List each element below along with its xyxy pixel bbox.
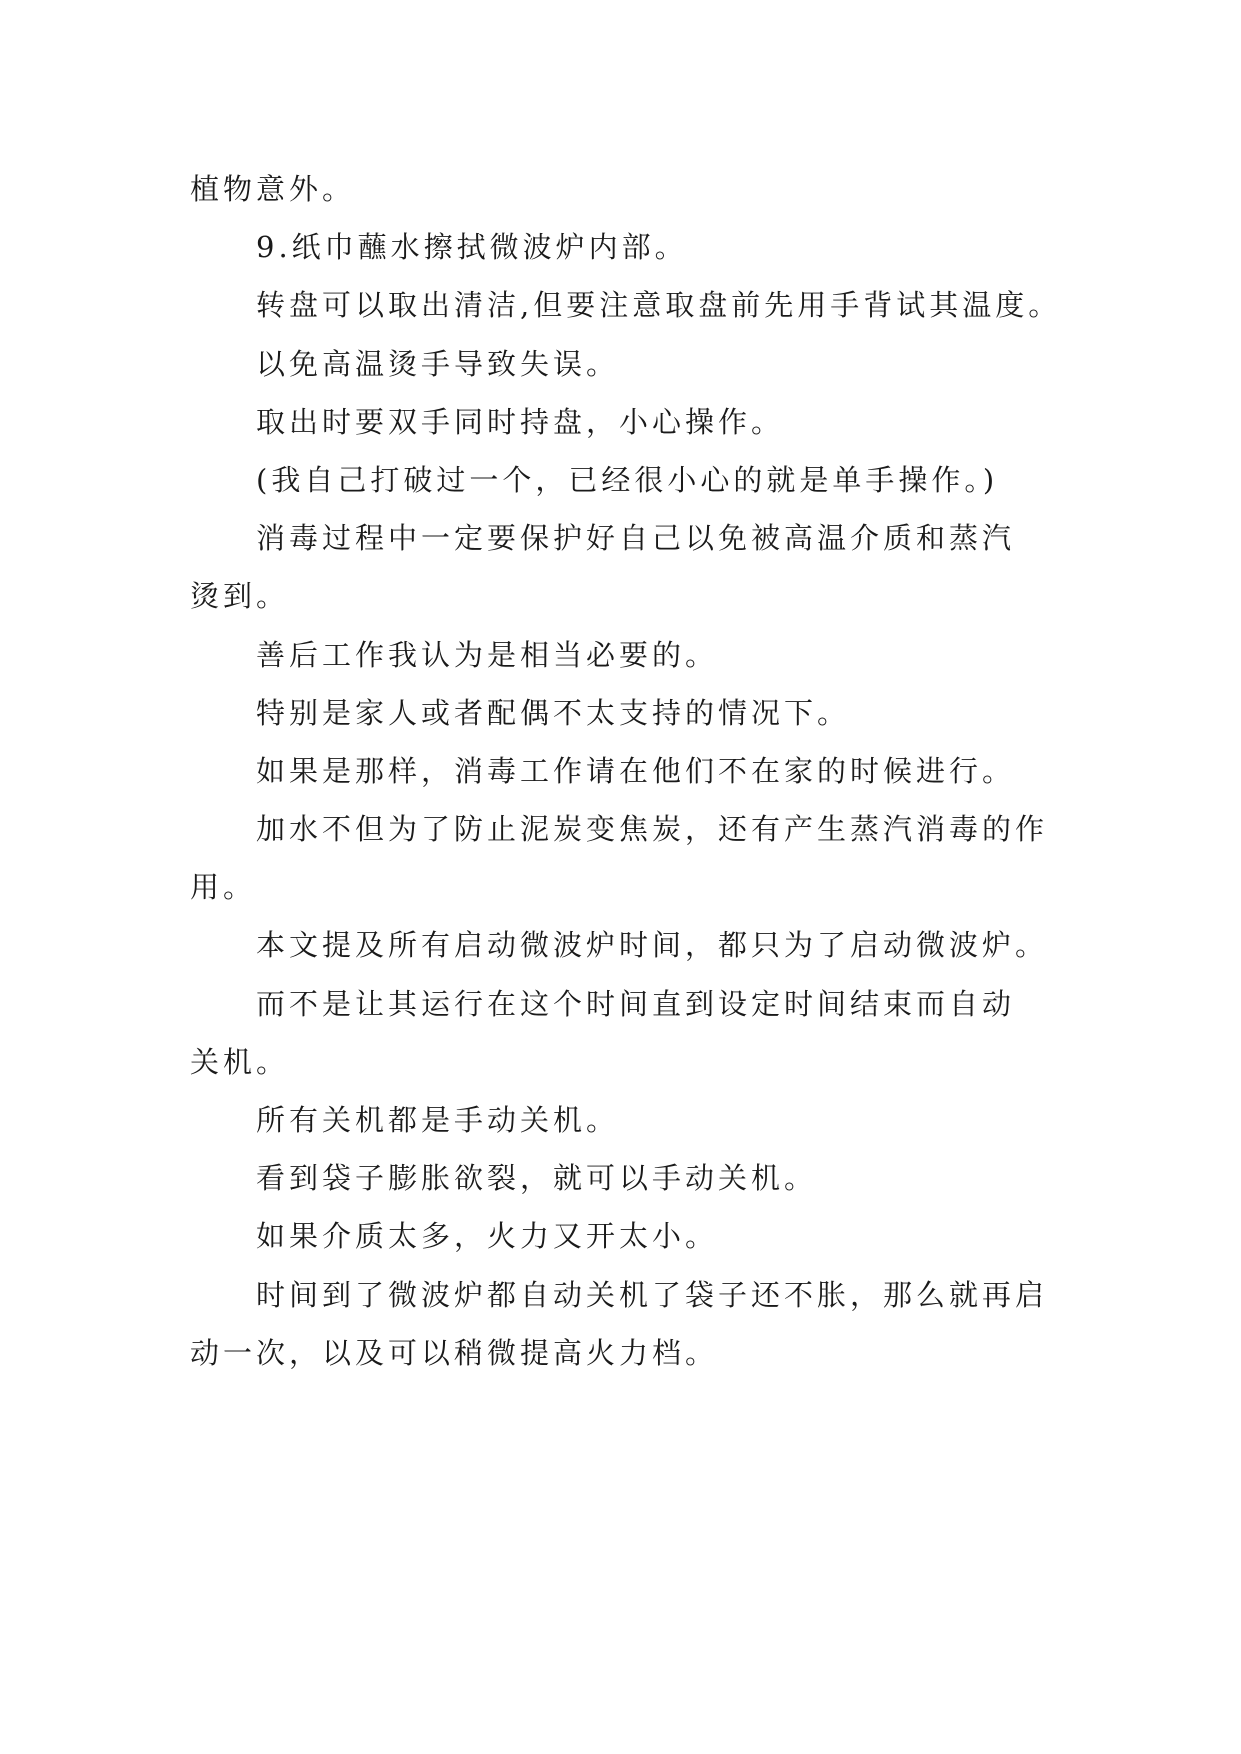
text-line: 所有关机都是手动关机。 [256, 1103, 620, 1137]
text-line: 看到袋子膨胀欲裂，就可以手动关机。 [256, 1161, 818, 1196]
text-line: 取出时要双手同时持盘，小心操作。 [256, 404, 785, 439]
text-line: 烫到。 [190, 579, 290, 614]
text-line: 9.纸巾蘸水擦拭微波炉内部。 [256, 230, 688, 265]
text-line: 善后工作我认为是相当必要的。 [256, 637, 719, 672]
text-line: 转盘可以取出清洁,但要注意取盘前先用手背试其温度。 [256, 288, 1062, 323]
text-line: 消毒过程中一定要保护好自己以免被高温介质和蒸汽 [256, 521, 1016, 556]
text-line: 动一次，以及可以稍微提高火力档。 [190, 1335, 719, 1370]
text-line: 加水不但为了防止泥炭变焦炭，还有产生蒸汽消毒的作 [256, 812, 1049, 847]
text-line: 特别是家人或者配偶不太支持的情况下。 [256, 695, 851, 730]
text-line: 植物意外。 [190, 172, 356, 206]
text-line: 如果介质太多，火力又开太小。 [256, 1219, 719, 1254]
text-line: 本文提及所有启动微波炉时间，都只为了启动微波炉。 [256, 928, 1049, 963]
text-line: 如果是那样，消毒工作请在他们不在家的时候进行。 [256, 753, 1016, 788]
text-line: 关机。 [190, 1044, 290, 1079]
text-line: 用。 [190, 870, 257, 905]
document-body [190, 160, 1070, 1382]
text-line: 时间到了微波炉都自动关机了袋子还不胀，那么就再启 [256, 1277, 1049, 1312]
text-line: 以免高温烫手导致失误。 [256, 346, 620, 381]
text-line: (我自己打破过一个，已经很小心的就是单手操作。) [256, 462, 999, 497]
text-line: 而不是让其运行在这个时间直到设定时间结束而自动 [256, 986, 1016, 1021]
